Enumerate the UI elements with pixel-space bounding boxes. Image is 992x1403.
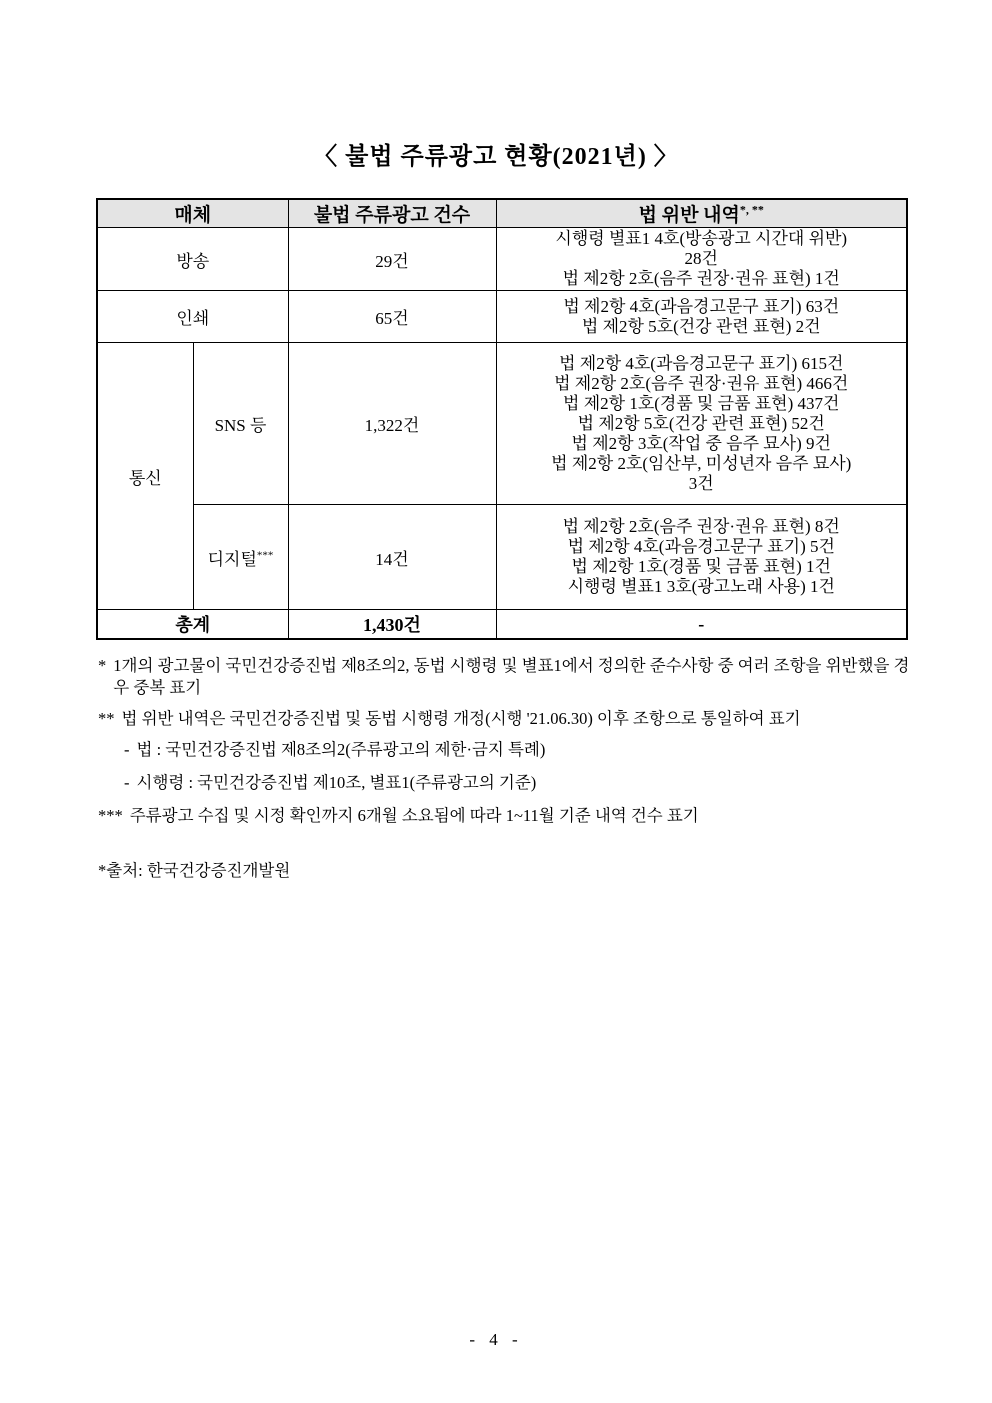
- digital-footnote-marks: ***: [256, 548, 274, 561]
- illegal-alcohol-ads-table: [96, 198, 908, 640]
- footnote-sub-law: [124, 739, 910, 761]
- table-row-digital: [97, 505, 907, 610]
- print-violation-cell: [496, 291, 907, 343]
- footnote-marker: ***: [98, 806, 123, 825]
- violation-detail-line: 법 제2항 5호(건강 관련 표현) 2건: [581, 316, 821, 336]
- violation-detail-line: 법 제2항 2호(음주 권장·권유 표현) 8건: [562, 517, 840, 536]
- sns-count-cell: 1,322건: [288, 343, 496, 505]
- footnote-text: 법 위반 내역은 국민건강증진법 및 동법 시행령 개정(시행 '21.06.30) 이후 조항으로 통일하여 표기: [121, 709, 801, 728]
- violation-detail-line: 법 제2항 2호(임산부, 미성년자 음주 묘사): [551, 453, 852, 473]
- violation-detail-line: 법 제2항 3호(작업 중 음주 묘사) 9건: [571, 433, 831, 453]
- footnote-marker: *: [98, 656, 107, 675]
- footnote-text: 시행령 : 국민건강증진법 제10조, 별표1(주류광고의 기준): [136, 773, 537, 792]
- footnote-text: 법 : 국민건강증진법 제8조의2(주류광고의 제한·금지 특례): [136, 740, 546, 759]
- footnote-marker: **: [98, 709, 115, 728]
- violation-detail-line: 28건: [684, 249, 718, 268]
- table-header-row: [97, 199, 907, 228]
- violation-detail-line: 법 제2항 1호(경품 및 금품 표현) 437건: [563, 393, 840, 413]
- broadcast-media-cell: 방송: [97, 228, 288, 291]
- footnote-law-revision: [98, 708, 910, 730]
- violation-detail-line: 시행령 별표1 4호(방송광고 시간대 위반): [555, 229, 848, 248]
- sns-violation-cell: [496, 343, 907, 505]
- table-row-broadcast: [97, 228, 907, 291]
- broadcast-count-cell: 29건: [288, 228, 496, 291]
- digital-count-cell: 14건: [288, 505, 496, 610]
- total-violation-cell: [496, 610, 907, 640]
- violation-detail-line: 법 제2항 4호(과음경고문구 표기) 63건: [563, 296, 840, 316]
- violation-detail-line: 법 제2항 2호(음주 권장·권유 표현) 1건: [562, 269, 840, 288]
- violation-detail-line: 법 제2항 5호(건강 관련 표현) 52건: [577, 413, 825, 433]
- print-count-cell: 65건: [288, 291, 496, 343]
- print-media-cell: 인쇄: [97, 291, 288, 343]
- total-label-cell: 총계: [97, 610, 288, 640]
- footnote-marker: -: [124, 740, 130, 759]
- digital-media-cell: [193, 505, 288, 610]
- header-violation-label: 법 위반 내역: [638, 205, 740, 226]
- header-violation-detail: [496, 199, 907, 228]
- table-row-sns: [97, 343, 907, 505]
- source-attribution: *출처: 한국건강증진개발원: [98, 861, 291, 880]
- header-ad-count: 불법 주류광고 건수: [288, 199, 496, 228]
- page-title: 〈 불법 주류광고 현황(2021년) 〉: [313, 144, 679, 170]
- footnote-sub-decree: [124, 772, 910, 794]
- footnote-collection-period: [98, 805, 910, 827]
- telecom-group-cell: 통신: [97, 343, 193, 610]
- footnote-duplicate-marking: [98, 655, 910, 699]
- broadcast-violation-cell: [496, 228, 907, 291]
- page-number: - 4 -: [469, 1330, 523, 1349]
- digital-media-label: 디지털: [207, 549, 257, 569]
- digital-violation-cell: [496, 505, 907, 610]
- footnote-text: 1개의 광고물이 국민건강증진법 제8조의2, 동법 시행령 및 별표1에서 정의한 준수사항 중 여러 조항을 위반했을 경우 중복 표기: [113, 656, 910, 697]
- violation-detail-line: 법 제2항 2호(음주 권장·권유 표현) 466건: [554, 373, 849, 393]
- footnote-text: 주류광고 수집 및 시정 확인까지 6개월 소요됨에 따라 1~11월 기준 내역 건수 표기: [129, 806, 699, 825]
- violation-detail-line: -: [698, 614, 705, 634]
- violation-detail-line: 법 제2항 1호(경품 및 금품 표현) 1건: [571, 557, 831, 576]
- footnote-marker: -: [124, 773, 130, 792]
- violation-detail-line: 시행령 별표1 3호(광고노래 사용) 1건: [567, 577, 835, 596]
- violation-detail-line: 3건: [688, 473, 714, 493]
- table-row-total: [97, 610, 907, 640]
- total-count-cell: 1,430건: [288, 610, 496, 640]
- violation-detail-line: 법 제2항 4호(과음경고문구 표기) 5건: [567, 537, 835, 556]
- header-violation-footnote-marks: *, **: [739, 202, 764, 217]
- table-row-print: [97, 291, 907, 343]
- header-media: 매체: [97, 199, 288, 228]
- sns-media-cell: SNS 등: [193, 343, 288, 505]
- footnotes-section: [98, 655, 910, 827]
- violation-detail-line: 법 제2항 4호(과음경고문구 표기) 615건: [559, 353, 844, 373]
